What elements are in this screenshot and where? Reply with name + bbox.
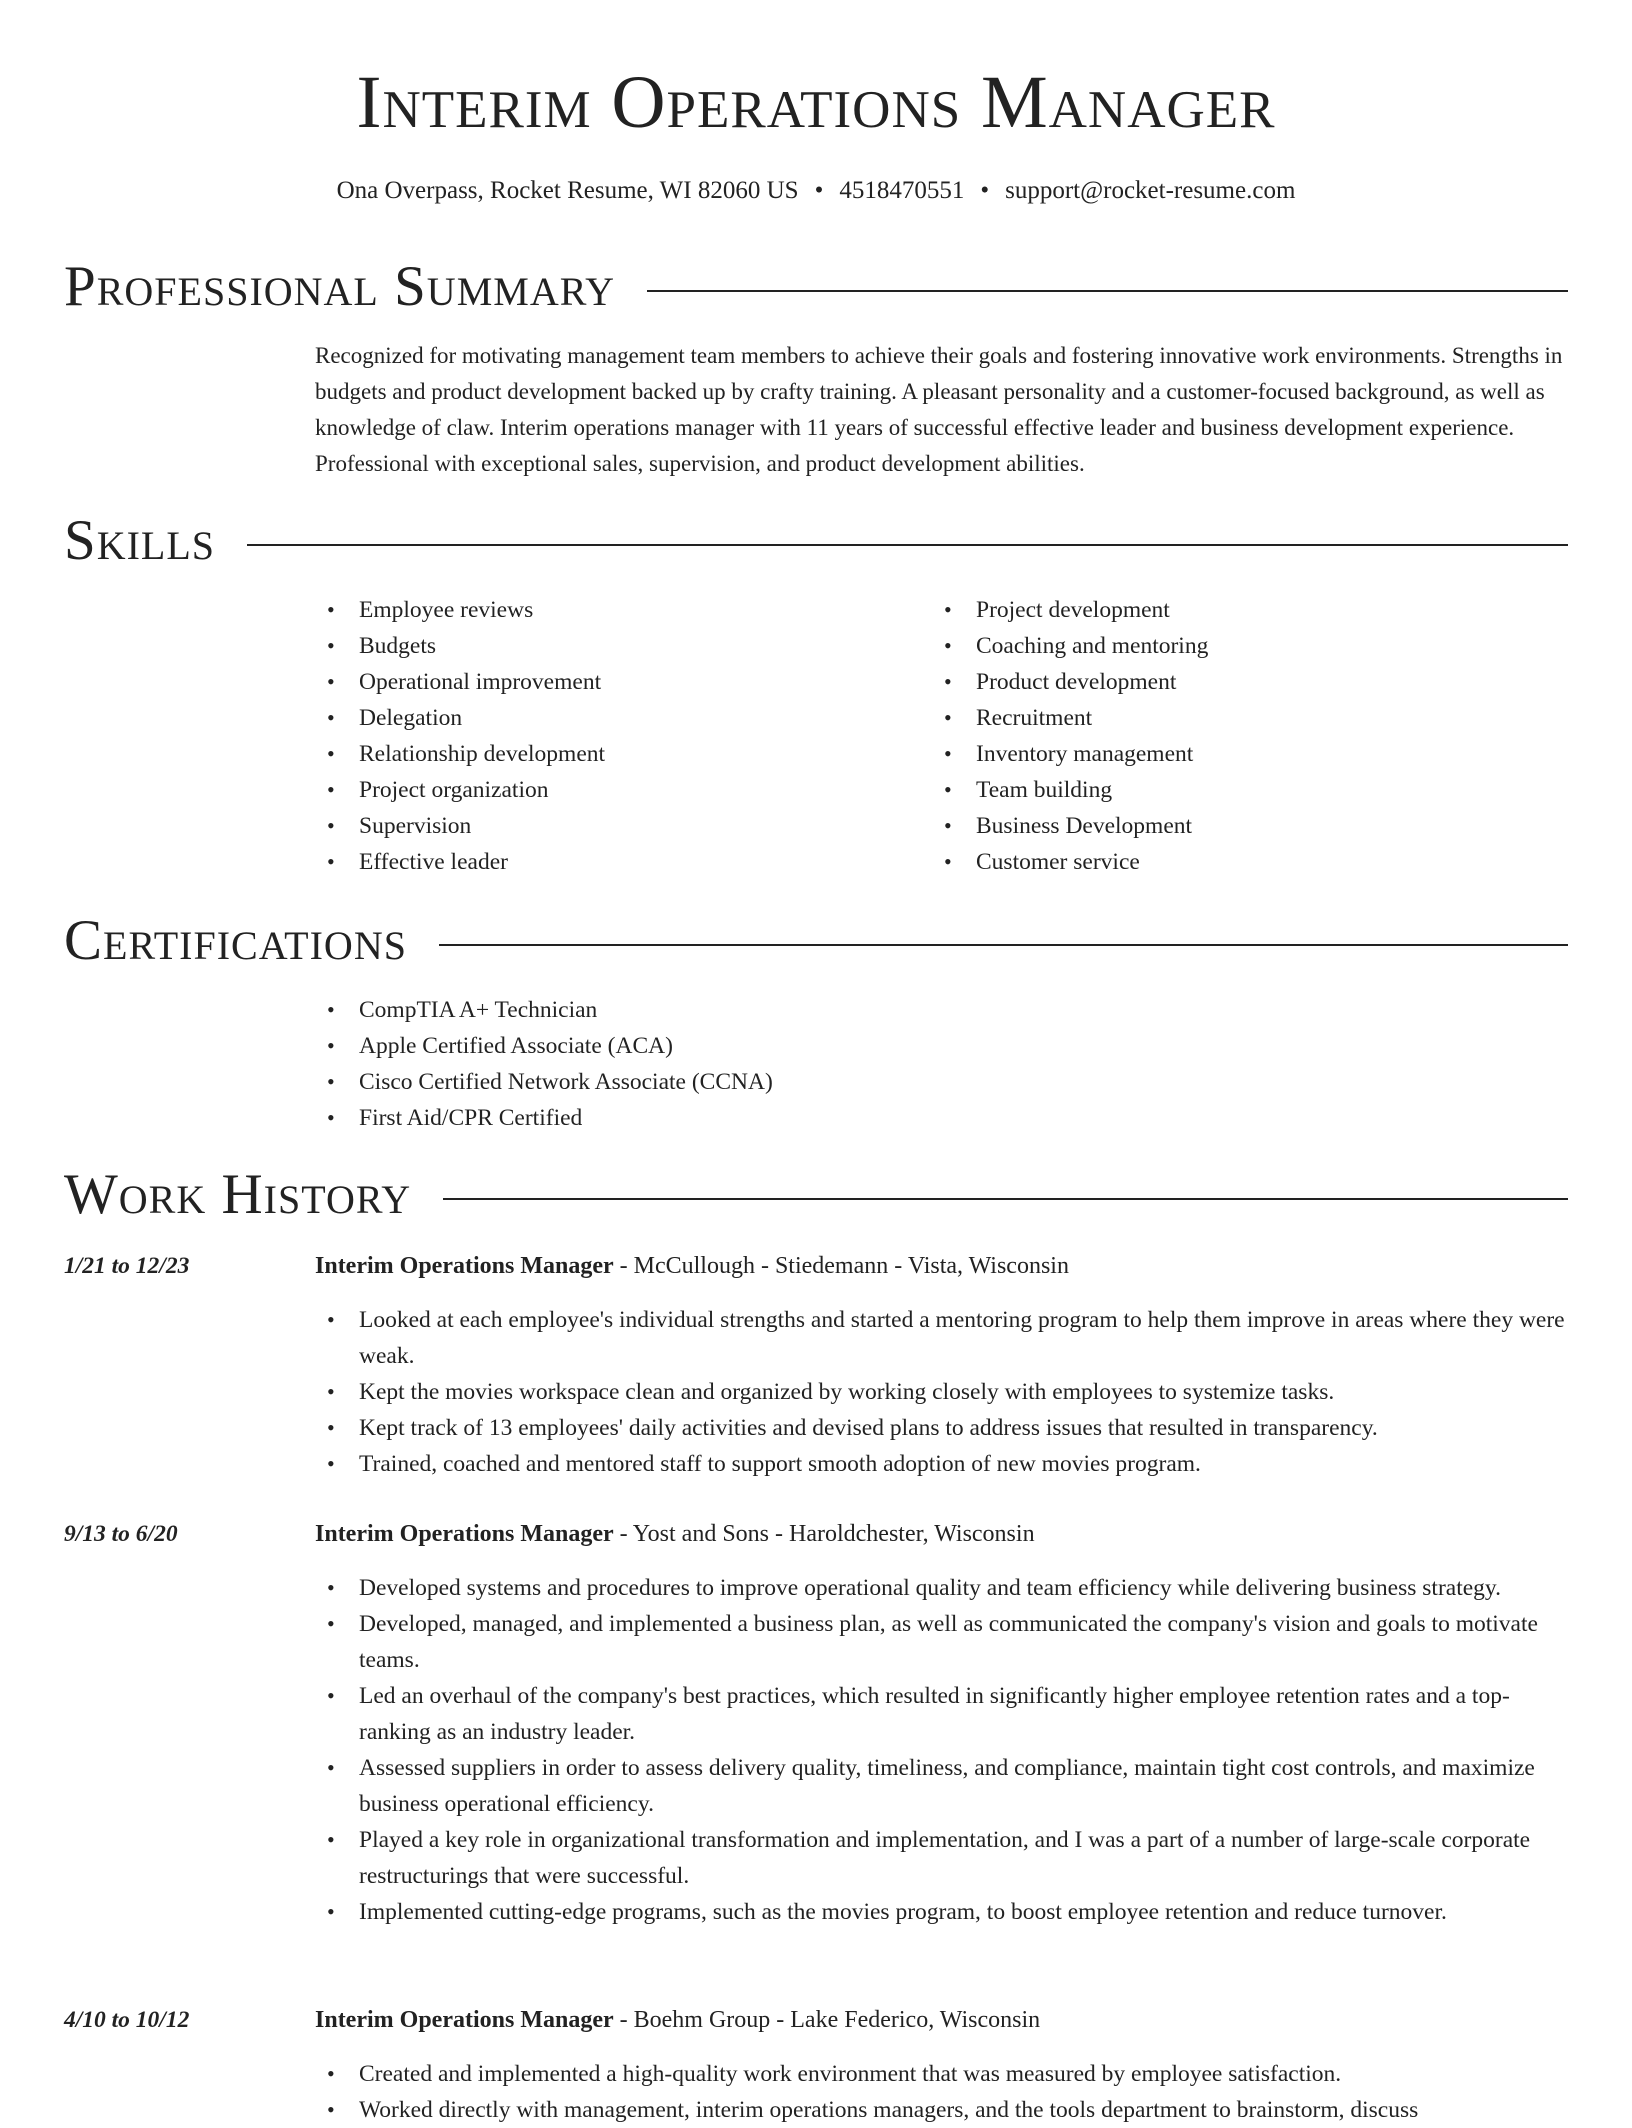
section-header-work-history xyxy=(64,1160,1568,1230)
certifications-list xyxy=(315,992,1568,1136)
skill-item: • Supervision xyxy=(315,808,915,844)
job-bullet: • Looked at each employee's individual strengths and started a mentoring program to help them improve in areas where they were weak. xyxy=(315,1302,1568,1374)
skills-list-right xyxy=(932,592,1532,880)
certification-item: • CompTIA A+ Technician xyxy=(315,992,1568,1028)
skill-item: • Team building xyxy=(932,772,1532,808)
skill-item: • Delegation xyxy=(315,700,915,736)
job-dates: 1/21 to 12/23 xyxy=(64,1253,190,1279)
resume-name-title: Interim Operations Manager xyxy=(356,61,1276,144)
section-divider xyxy=(647,290,1568,292)
summary-text: Recognized for motivating management team members to achieve their goals and fostering innovative work environments. Strengths in budgets and product development backed up by crafty training. A pleasant personality and a customer-focused background, as well as knowledge of claw. Interim operations manager with 11 years of successful effective leader and business development experience. Professional with exceptional sales, supervision, and product development abilities. xyxy=(315,343,1563,476)
section-header-certifications xyxy=(64,906,1568,976)
job-bullet: • Implemented cutting-edge programs, such as the movies program, to boost employee retention and reduce turnover. xyxy=(315,1894,1568,1930)
job-bullet: • Developed, managed, and implemented a business plan, as well as communicated the company's vision and goals to motivate teams. xyxy=(315,1606,1568,1678)
section-title-work-history: Work History xyxy=(64,1163,412,1226)
contact-separator: • xyxy=(814,177,824,204)
job-employer-location: - McCullough - Stiedemann - Vista, Wisconsin xyxy=(613,1253,1069,1279)
job-bullet: • Trained, coached and mentored staff to support smooth adoption of new movies program. xyxy=(315,1446,1568,1482)
job-bullet: • Led an overhaul of the company's best practices, which resulted in significantly higher employee retention rates and a top-ranking as an industry leader. xyxy=(315,1678,1568,1750)
job-bullets xyxy=(315,2056,1568,2128)
job-role: Interim Operations Manager xyxy=(315,2007,614,2033)
skill-item: • Budgets xyxy=(315,628,915,664)
section-divider xyxy=(247,544,1568,546)
certification-item: • First Aid/CPR Certified xyxy=(315,1100,1568,1136)
skill-item: • Business Development xyxy=(932,808,1532,844)
job-role: Interim Operations Manager xyxy=(315,1521,614,1547)
section-divider xyxy=(439,944,1568,946)
job-bullet: • Played a key role in organizational transformation and implementation, and I was a part of a number of large-scale corporate restructurings that were successful. xyxy=(315,1822,1568,1894)
skill-item: • Customer service xyxy=(932,844,1532,880)
job-role: Interim Operations Manager xyxy=(315,1253,614,1279)
job-employer-location: - Yost and Sons - Haroldchester, Wisconsin xyxy=(613,1521,1035,1547)
job-title-line xyxy=(315,1516,1568,1552)
contact-phone: 4518470551 xyxy=(839,177,965,204)
skill-item: • Project organization xyxy=(315,772,915,808)
skill-item: • Employee reviews xyxy=(315,592,915,628)
job-bullet: • Assessed suppliers in order to assess delivery quality, timeliness, and compliance, maintain tight cost controls, and maximize business operational efficiency. xyxy=(315,1750,1568,1822)
skills-list-left xyxy=(315,592,915,880)
skill-item: • Operational improvement xyxy=(315,664,915,700)
skill-item: • Product development xyxy=(932,664,1532,700)
section-header-skills xyxy=(64,506,1568,576)
job-bullet: • Kept track of 13 employees' daily activities and devised plans to address issues that resulted in transparency. xyxy=(315,1410,1568,1446)
skill-item: • Effective leader xyxy=(315,844,915,880)
job-bullets xyxy=(315,1302,1568,1482)
job-bullet: • Created and implemented a high-quality work environment that was measured by employee satisfaction. xyxy=(315,2056,1568,2092)
job-title-line xyxy=(315,1248,1568,1284)
job-bullet: • Developed systems and procedures to improve operational quality and team efficiency while delivering business strategy. xyxy=(315,1570,1568,1606)
contact-address: Ona Overpass, Rocket Resume, WI 82060 US xyxy=(336,177,799,204)
job-bullet: • Worked directly with management, interim operations managers, and the tools department to brainstorm, discuss xyxy=(315,2092,1568,2128)
skill-item: • Coaching and mentoring xyxy=(932,628,1532,664)
contact-line xyxy=(0,174,1632,208)
job-dates: 4/10 to 10/12 xyxy=(64,2007,190,2033)
contact-email[interactable]: support@rocket-resume.com xyxy=(1005,177,1296,204)
skill-item: • Relationship development xyxy=(315,736,915,772)
skill-item: • Project development xyxy=(932,592,1532,628)
job-dates: 9/13 to 6/20 xyxy=(64,1521,178,1547)
job-employer-location: - Boehm Group - Lake Federico, Wisconsin xyxy=(613,2007,1041,2033)
section-title-certifications: Certifications xyxy=(64,909,407,972)
skill-item: • Recruitment xyxy=(932,700,1532,736)
skill-item: • Inventory management xyxy=(932,736,1532,772)
certification-item: • Apple Certified Associate (ACA) xyxy=(315,1028,1568,1064)
section-title-skills: Skills xyxy=(64,509,216,572)
section-title-summary: Professional Summary xyxy=(64,255,616,318)
section-header-summary xyxy=(64,252,1568,322)
contact-separator: • xyxy=(980,177,990,204)
certification-item: • Cisco Certified Network Associate (CCNA) xyxy=(315,1064,1568,1100)
job-bullet: • Kept the movies workspace clean and organized by working closely with employees to systemize tasks. xyxy=(315,1374,1568,1410)
section-divider xyxy=(443,1198,1568,1200)
job-bullets xyxy=(315,1570,1568,1930)
job-title-line xyxy=(315,2002,1568,2038)
